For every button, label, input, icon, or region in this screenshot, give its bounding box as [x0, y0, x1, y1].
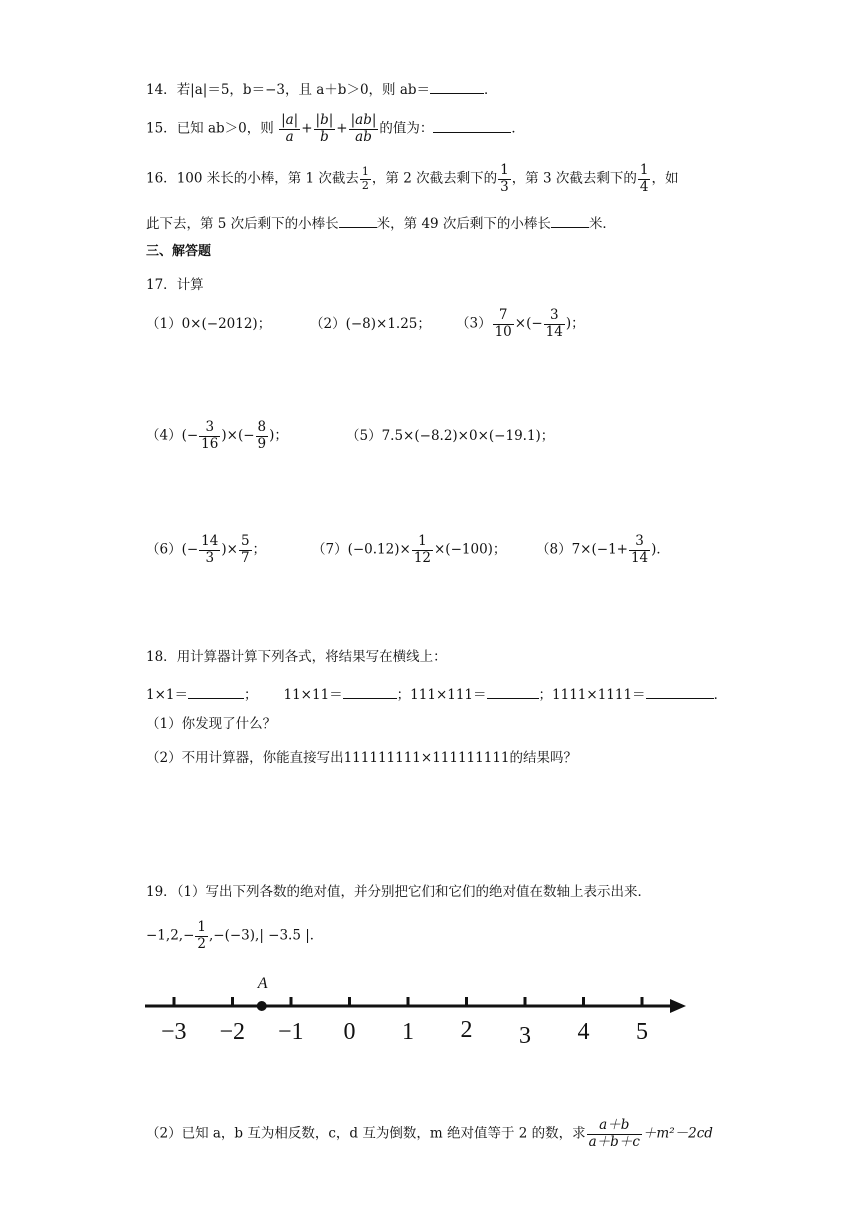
q16-fraction-quarter: $\frac{1}{4}$ — [639, 162, 649, 195]
tick-label: 4 — [577, 1019, 590, 1045]
q15-post: 的值为： — [379, 120, 434, 137]
q14-answer-blank[interactable] — [430, 81, 484, 94]
q16-line2-text-c: 米． — [588, 216, 616, 232]
point-A-label: A — [257, 975, 268, 992]
q15-fraction-1: $\frac{|a|}{a}$ — [281, 112, 299, 145]
q19-list-fraction: $\frac{1}{2}$ — [197, 919, 206, 952]
question-17-title — [146, 279, 204, 293]
question-19-part-2 — [146, 1118, 713, 1150]
q18-expressions: 1×1＝ ； 11×11＝ ；111×111＝ ；1111×1111＝ ． — [146, 687, 728, 703]
q19-part2-text: （2）已知 a，b 互为相反数，c，d 互为倒数，m 绝对值等于 2 的数，求 — [146, 1125, 586, 1142]
q15-tail: ． — [511, 120, 525, 137]
q19-part2-tail: ＋m²－2cd — [642, 1125, 713, 1142]
tick-label: 0 — [343, 1019, 356, 1045]
question-15: 15．已知 ab＞0，则 $\frac{|a|}{a}$ + $\frac{|b|}{b}$ + $\frac{|ab|}{ab}$ 的值为： ． — [146, 112, 525, 145]
q15-pre: 已知 ab＞0，则 — [176, 120, 274, 137]
q17-item-3: （3） $\frac{7}{10}$ ×(− $\frac{3}{14}$ )； — [456, 307, 585, 340]
q19-part1-text: （1）写出下列各数的绝对值，并分别把它们和它们的绝对值在数轴上表示出来． — [176, 884, 652, 900]
q16-line2-text-a: 此下去，第 5 次后剩下的小棒长 — [146, 216, 339, 232]
q17-title: 计算 — [176, 277, 204, 293]
q19-part2-fraction: $\frac{a+b}{a+b+c}$ — [588, 1117, 640, 1150]
q16-text-4: ，如 — [651, 170, 679, 187]
number-line — [140, 970, 700, 1050]
q16-text-3: ，第 3 次截去剩下的 — [511, 170, 637, 187]
q16-blank-1[interactable] — [339, 215, 377, 228]
q15-number: 15． — [146, 120, 177, 137]
q16-text-1: 100 米长的小棒，第 1 次截去 — [176, 170, 359, 187]
tick-label: 5 — [636, 1019, 648, 1045]
question-14 — [146, 81, 498, 98]
q17-item3-fraction-2: $\frac{3}{14}$ — [545, 307, 563, 340]
q16-fraction-half: $\frac{1}{2}$ — [361, 164, 369, 192]
point-A — [257, 1001, 267, 1011]
q16-number: 16． — [146, 170, 177, 187]
question-18-title — [146, 651, 447, 665]
tick-label: 2 — [460, 1017, 473, 1043]
q17-item-8: （8）7×(−1+ $\frac{3}{14}$ )． — [536, 533, 670, 566]
question-19-part-1 — [146, 886, 651, 900]
q17-item-6: （6）(− $\frac{14}{3}$ )× $\frac{5}{7}$ ； — [146, 533, 267, 566]
q17-item6-fraction-1: $\frac{14}{3}$ — [201, 533, 219, 566]
q18-subquestion-1: （1）你发现了什么？ — [146, 716, 277, 732]
q18-blank-3[interactable] — [487, 686, 539, 699]
q17-item6-fraction-2: $\frac{5}{7}$ — [240, 533, 250, 566]
q14-tail: ． — [484, 82, 498, 98]
q18-subquestion-2: （2）不用计算器，你能直接写出111111111×111111111的结果吗？ — [146, 750, 578, 766]
q17-item-5: （5）7.5×(−8.2)×0×(−19.1)； — [346, 428, 555, 444]
q15-answer-blank[interactable] — [433, 120, 511, 133]
q17-item-4: （4）(− $\frac{3}{16}$ )×(− $\frac{8}{9}$ )； — [146, 419, 288, 452]
q17-item-7: （7）(−0.12)× $\frac{1}{12}$ ×(−100)； — [312, 533, 507, 566]
q14-number: 14． — [146, 82, 177, 98]
q17-item4-fraction-1: $\frac{3}{16}$ — [201, 419, 219, 452]
section-heading: 三、解答题 — [146, 244, 212, 259]
q18-blank-1[interactable] — [188, 686, 244, 699]
q14-text: 若|a|＝5，b＝−3，且 a＋b＞0，则 ab＝ — [176, 82, 431, 98]
q18-title: 用计算器计算下列各式，将结果写在横线上： — [176, 649, 447, 665]
tick-label: 1 — [402, 1019, 414, 1045]
tick-label: −2 — [219, 1019, 246, 1045]
axis-arrow — [670, 999, 686, 1013]
q18-number: 18． — [146, 649, 177, 665]
q16-blank-2[interactable] — [551, 215, 589, 228]
q19-number-list: −1,2,− $\frac{1}{2}$ ,−(−3),| −3.5 |． — [146, 919, 324, 952]
tick-label: −1 — [278, 1019, 304, 1045]
q17-number: 17． — [146, 277, 177, 293]
q15-fraction-3: $\frac{|ab|}{ab}$ — [350, 112, 377, 145]
question-16-line-1 — [146, 163, 678, 195]
question-16-line-2 — [146, 215, 616, 232]
q15-fraction-2: $\frac{|b|}{b}$ — [315, 112, 334, 145]
q18-blank-2[interactable] — [343, 686, 397, 699]
q19-number: 19． — [146, 884, 177, 900]
tick-label: 3 — [519, 1023, 531, 1049]
q16-text-2: ，第 2 次截去剩下的 — [371, 170, 498, 187]
tick-label: −3 — [161, 1019, 187, 1045]
q17-item-2: （2）(−8)×1.25； — [310, 316, 431, 332]
q17-item8-fraction: $\frac{3}{14}$ — [630, 533, 649, 566]
q18-blank-4[interactable] — [646, 686, 714, 699]
q17-item7-fraction: $\frac{1}{12}$ — [413, 533, 431, 566]
q17-item-1: （1）0×(−2012)； — [146, 316, 272, 332]
q16-fraction-third: $\frac{1}{3}$ — [500, 162, 509, 195]
q17-item3-fraction-1: $\frac{7}{10}$ — [494, 307, 512, 340]
q17-item4-fraction-2: $\frac{8}{9}$ — [257, 419, 267, 452]
q16-line2-text-b: 米，第 49 次后剩下的小棒长 — [376, 216, 551, 232]
